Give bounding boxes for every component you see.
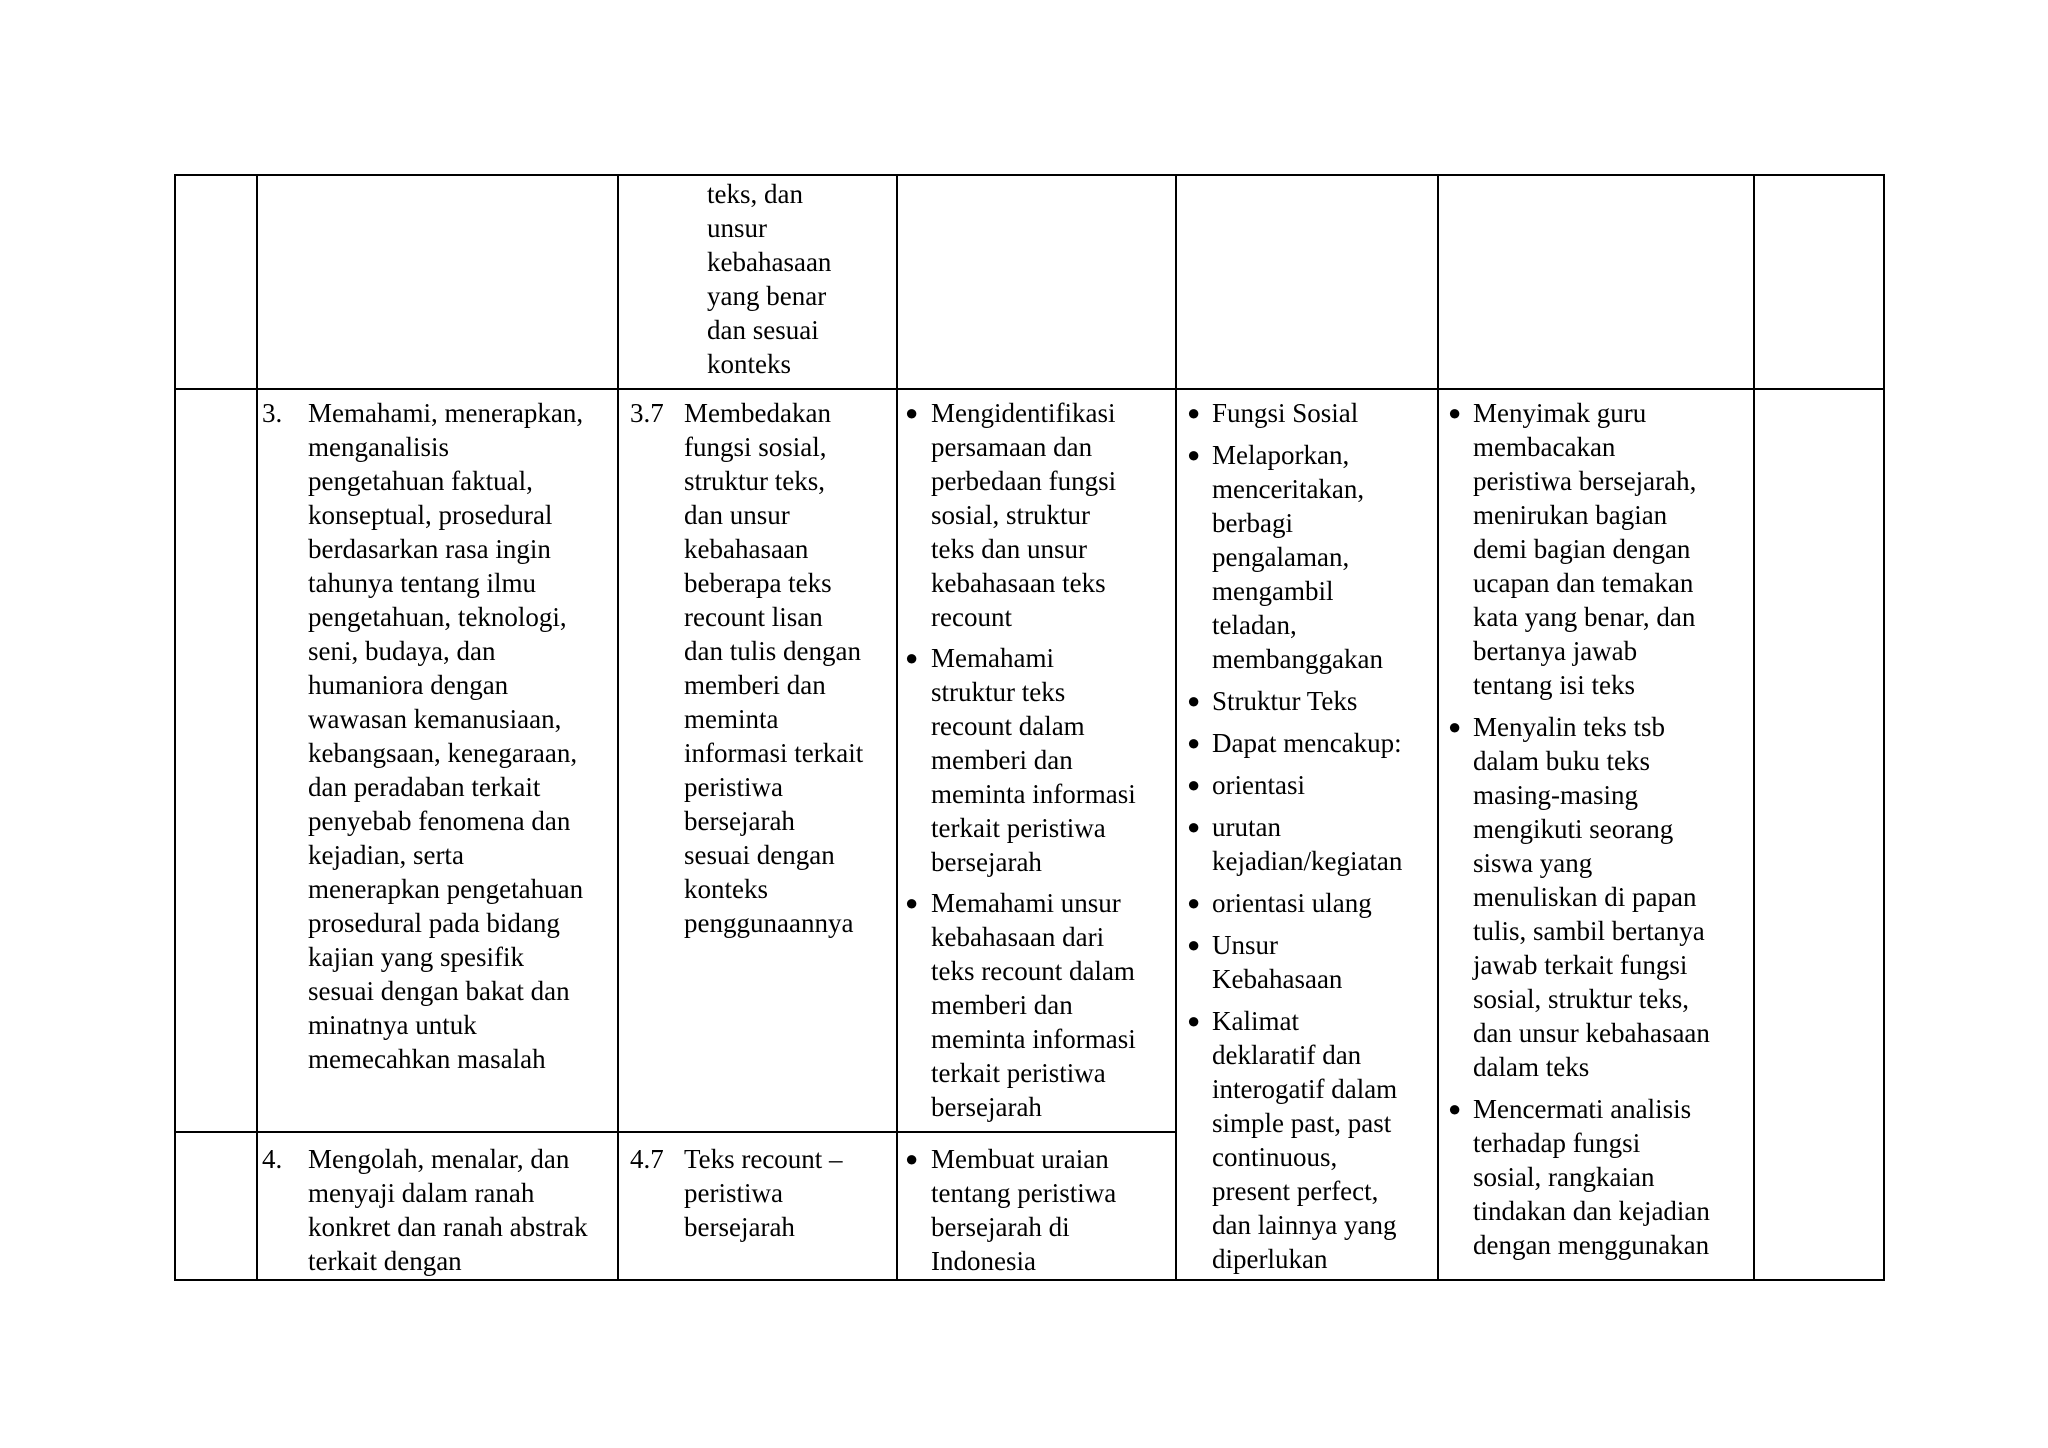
text-line: Menyalin teks tsb xyxy=(1473,712,1665,742)
text-line: terkait peristiwa xyxy=(931,813,1106,843)
bullet-icon: ● xyxy=(1187,772,1201,797)
core-competency-text xyxy=(308,396,583,1076)
text-line: Membedakan xyxy=(684,398,831,428)
text-line: interogatif dalam xyxy=(1212,1074,1398,1104)
list-item xyxy=(1212,726,1402,760)
text-line: Membuat uraian xyxy=(931,1144,1109,1174)
text-line: kebahasaan teks xyxy=(931,568,1106,598)
text-line: Dapat mencakup: xyxy=(1212,728,1402,758)
bullet-icon: ● xyxy=(1187,442,1201,467)
text-line: menerapkan pengetahuan xyxy=(308,874,584,904)
text-line: Indonesia xyxy=(931,1246,1036,1276)
text-line: diperlukan xyxy=(1212,1244,1328,1274)
text-line: mengambil xyxy=(1212,576,1334,606)
text-line: Memahami unsur xyxy=(931,888,1121,918)
list-item xyxy=(1212,438,1383,676)
bullet-icon: ● xyxy=(1187,730,1201,755)
text-line: sosial, struktur xyxy=(931,500,1090,530)
list-item xyxy=(1473,710,1710,1084)
competency-number: 3. xyxy=(262,398,283,428)
bullet-icon: ● xyxy=(905,890,919,915)
text-line: membacakan xyxy=(1473,432,1616,462)
text-line: Teks recount – xyxy=(684,1144,843,1174)
bullet-icon: ● xyxy=(1187,814,1201,839)
text-line: tulis, sambil bertanya xyxy=(1473,916,1705,946)
text-line: Struktur Teks xyxy=(1212,686,1358,716)
text-line: dan peradaban terkait xyxy=(308,772,541,802)
row-divider xyxy=(176,1131,1175,1133)
text-line: pengetahuan, teknologi, xyxy=(308,602,567,632)
text-line: kata yang benar, dan xyxy=(1473,602,1696,632)
text-line: sosial, struktur teks, xyxy=(1473,984,1689,1014)
text-line: peristiwa xyxy=(684,1178,783,1208)
kd-number: 4.7 xyxy=(630,1144,664,1174)
text-line: membanggakan xyxy=(1212,644,1383,674)
bullet-icon: ● xyxy=(1448,400,1462,425)
text-line: informasi terkait xyxy=(684,738,864,768)
text-line: pengalaman, xyxy=(1212,542,1350,572)
bullet-icon: ● xyxy=(1448,714,1462,739)
kd-number: 3.7 xyxy=(630,398,664,428)
text-line: Mengidentifikasi xyxy=(931,398,1116,428)
text-line: berbagi xyxy=(1212,508,1293,538)
text-line: berdasarkan rasa ingin xyxy=(308,534,551,564)
basic-competency-text xyxy=(684,396,863,940)
competency-number: 4. xyxy=(262,1144,283,1174)
text-line: Kebahasaan xyxy=(1212,964,1343,994)
text-line: recount xyxy=(931,602,1012,632)
text-line: menyaji dalam ranah xyxy=(308,1178,535,1208)
row-divider xyxy=(176,388,1885,390)
text-line: dalam buku teks xyxy=(1473,746,1650,776)
text-line: demi bagian dengan xyxy=(1473,534,1691,564)
text-line: bersejarah xyxy=(931,1092,1042,1122)
text-line: meminta informasi xyxy=(931,779,1136,809)
list-item xyxy=(1473,1092,1710,1262)
bullet-icon: ● xyxy=(905,1146,919,1171)
text-line: bertanya jawab xyxy=(1473,636,1638,666)
list-item xyxy=(1212,396,1358,430)
column-divider xyxy=(896,176,898,1279)
text-line: konteks xyxy=(707,349,791,379)
text-line: dengan menggunakan xyxy=(1473,1230,1710,1260)
text-line: Mencermati analisis xyxy=(1473,1094,1692,1124)
text-line: dan sesuai xyxy=(707,315,819,345)
text-line: teladan, xyxy=(1212,610,1297,640)
text-line: Memahami xyxy=(931,643,1054,673)
text-line: peristiwa xyxy=(684,772,783,802)
bullet-icon: ● xyxy=(1187,890,1201,915)
text-line: terhadap fungsi xyxy=(1473,1128,1641,1158)
bullet-icon: ● xyxy=(1187,1008,1201,1033)
text-line: memberi dan xyxy=(931,990,1073,1020)
text-line: sesuai dengan xyxy=(684,840,835,870)
column-divider xyxy=(1437,176,1439,1279)
text-line: menceritakan, xyxy=(1212,474,1365,504)
list-item xyxy=(1212,1004,1397,1276)
text-line: kebahasaan xyxy=(684,534,809,564)
text-line: masing-masing xyxy=(1473,780,1638,810)
list-item xyxy=(1212,684,1357,718)
text-line: ucapan dan temakan xyxy=(1473,568,1694,598)
text-line: jawab terkait fungsi xyxy=(1473,950,1688,980)
text-line: present perfect, xyxy=(1212,1176,1379,1206)
list-item xyxy=(931,1142,1116,1278)
list-item xyxy=(1473,396,1696,702)
column-divider xyxy=(1175,176,1177,1279)
list-item xyxy=(931,641,1136,879)
bullet-icon: ● xyxy=(905,400,919,425)
text-line: struktur teks xyxy=(931,677,1066,707)
text-line: yang benar xyxy=(707,281,827,311)
text-line: teks recount dalam xyxy=(931,956,1135,986)
text-line: penggunaannya xyxy=(684,908,854,938)
bullet-icon: ● xyxy=(1187,932,1201,957)
text-line: Menyimak guru xyxy=(1473,398,1647,428)
text-line: humaniora dengan xyxy=(308,670,509,700)
text-line: tentang peristiwa xyxy=(931,1178,1117,1208)
list-item xyxy=(1212,810,1402,878)
text-line: persamaan dan xyxy=(931,432,1093,462)
text-line: orientasi xyxy=(1212,770,1305,800)
text-line: perbedaan fungsi xyxy=(931,466,1117,496)
text-line: teks dan unsur xyxy=(931,534,1087,564)
text-line: orientasi ulang xyxy=(1212,888,1372,918)
text-line: menganalisis xyxy=(308,432,449,462)
text-line: sesuai dengan bakat dan xyxy=(308,976,570,1006)
text-line: bersejarah xyxy=(684,1212,795,1242)
column-divider xyxy=(1753,176,1755,1279)
text-line: tentang isi teks xyxy=(1473,670,1635,700)
bullet-icon: ● xyxy=(905,645,919,670)
text-line: bersejarah di xyxy=(931,1212,1070,1242)
text-line: memberi dan xyxy=(931,745,1073,775)
text-line: dalam teks xyxy=(1473,1052,1590,1082)
text-line: minatnya untuk xyxy=(308,1010,477,1040)
list-item xyxy=(931,886,1136,1124)
text-line: penyebab fenomena dan xyxy=(308,806,571,836)
text-line: kebangsaan, kenegaraan, xyxy=(308,738,578,768)
text-line: continuous, xyxy=(1212,1142,1338,1172)
text-line: urutan xyxy=(1212,812,1281,842)
list-item xyxy=(1212,768,1305,802)
text-line: memberi dan xyxy=(684,670,826,700)
text-line: dan tulis dengan xyxy=(684,636,861,666)
text-line: tahunya tentang ilmu xyxy=(308,568,536,598)
text-line: simple past, past xyxy=(1212,1108,1392,1138)
text-line: recount dalam xyxy=(931,711,1085,741)
text-line: konteks xyxy=(684,874,768,904)
text-line: unsur xyxy=(707,213,767,243)
text-line: kejadian/kegiatan xyxy=(1212,846,1403,876)
text-line: Fungsi Sosial xyxy=(1212,398,1359,428)
text-line: wawasan kemanusiaan, xyxy=(308,704,562,734)
text-line: kebahasaan dari xyxy=(931,922,1105,952)
text-line: kajian yang spesifik xyxy=(308,942,524,972)
text-line: mengikuti seorang xyxy=(1473,814,1674,844)
text-line: sosial, rangkaian xyxy=(1473,1162,1655,1192)
core-competency-text xyxy=(308,1142,588,1278)
text-line: dan lainnya yang xyxy=(1212,1210,1397,1240)
text-line: Memahami, menerapkan, xyxy=(308,398,584,428)
text-line: Unsur xyxy=(1212,930,1278,960)
text-line: beberapa teks xyxy=(684,568,832,598)
text-line: meminta informasi xyxy=(931,1024,1136,1054)
text-line: dan unsur kebahasaan xyxy=(1473,1018,1710,1048)
text-line: terkait dengan xyxy=(308,1246,462,1276)
text-line: seni, budaya, dan xyxy=(308,636,496,666)
text-line: tindakan dan kejadian xyxy=(1473,1196,1710,1226)
text-line: konkret dan ranah abstrak xyxy=(308,1212,588,1242)
text-line: Mengolah, menalar, dan xyxy=(308,1144,570,1174)
text-line: memecahkan masalah xyxy=(308,1044,546,1074)
column-divider xyxy=(617,176,619,1279)
list-item xyxy=(931,396,1116,634)
text-line: meminta xyxy=(684,704,779,734)
text-line: menuliskan di papan xyxy=(1473,882,1697,912)
text-line: kejadian, serta xyxy=(308,840,464,870)
text-line: recount lisan xyxy=(684,602,823,632)
bullet-icon: ● xyxy=(1187,400,1201,425)
list-item xyxy=(1212,928,1342,996)
text-line: prosedural pada bidang xyxy=(308,908,560,938)
text-line: pengetahuan faktual, xyxy=(308,466,533,496)
text-line: kebahasaan xyxy=(707,247,832,277)
text-line: peristiwa bersejarah, xyxy=(1473,466,1697,496)
column-divider xyxy=(256,176,258,1279)
text-line: konseptual, prosedural xyxy=(308,500,553,530)
text-line: menirukan bagian xyxy=(1473,500,1668,530)
text-line: Kalimat xyxy=(1212,1006,1299,1036)
basic-competency-text xyxy=(684,1142,843,1244)
text-line: struktur teks, xyxy=(684,466,825,496)
bullet-icon: ● xyxy=(1187,688,1201,713)
text-line: dan unsur xyxy=(684,500,790,530)
bullet-icon: ● xyxy=(1448,1096,1462,1121)
list-item xyxy=(1212,886,1372,920)
text-line: fungsi sosial, xyxy=(684,432,827,462)
text-line: Melaporkan, xyxy=(1212,440,1350,470)
text-line: terkait peristiwa xyxy=(931,1058,1106,1088)
kd-continuation-text xyxy=(707,177,831,381)
text-line: bersejarah xyxy=(931,847,1042,877)
text-line: bersejarah xyxy=(684,806,795,836)
text-line: teks, dan xyxy=(707,179,803,209)
text-line: siswa yang xyxy=(1473,848,1593,878)
text-line: deklaratif dan xyxy=(1212,1040,1362,1070)
